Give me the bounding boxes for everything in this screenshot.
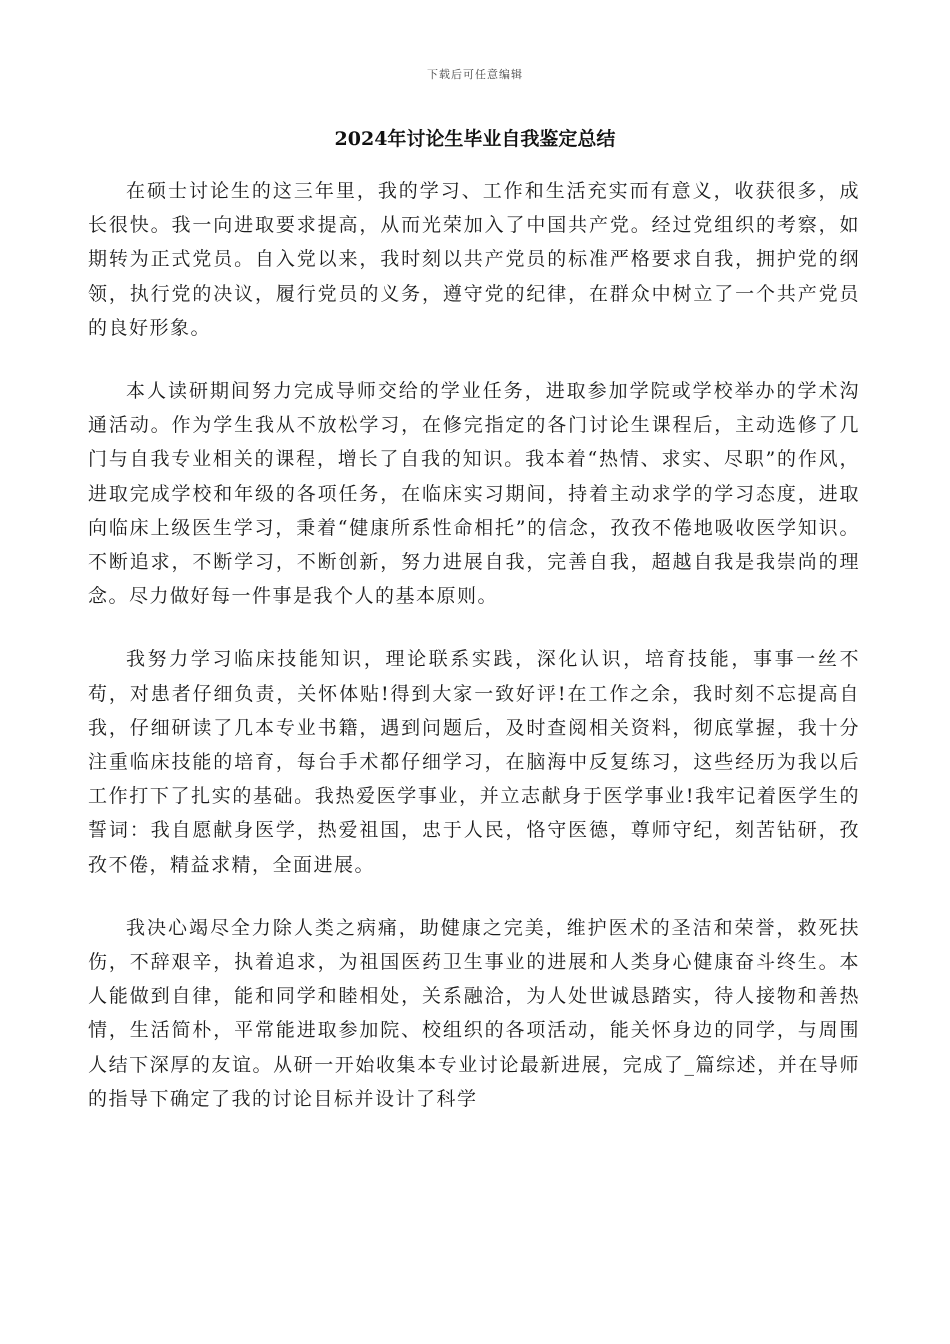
paragraph-2: 本人读研期间努力完成导师交给的学业任务，进取参加学院或学校举办的学术沟通活动。作为学生我从不放松学习，在修完指定的各门讨论生课程后，主动选修了几门与自我专业相关的课程，增长了自我的知识。我本着“热情、求实、尽职”的作风，进取完成学校和年级的各项任务，在临床实习期间，持着主动求学的学习态度，进取向临床上级医生学习，秉着“健康所系性命相托”的信念，孜孜不倦地吸收医学知识。不断追求，不断学习，不断创新，努力进展自我，完善自我，超越自我是我崇尚的理念。尽力做好每一件事是我个人的基本原则。	[88, 380, 860, 608]
document-body	[88, 174, 860, 1145]
document-title: 2024年讨论生毕业自我鉴定总结	[334, 128, 616, 150]
paragraph-3: 我努力学习临床技能知识，理论联系实践，深化认识，培育技能，事事一丝不苟，对患者仔细负责，关怀体贴!得到大家一致好评!在工作之余，我时刻不忘提高自我，仔细研读了几本专业书籍，遇到问题后，及时查阅相关资料，彻底掌握，我十分注重临床技能的培育，每台手术都仔细学习，在脑海中反复练习，这些经历为我以后工作打下了扎实的基础。我热爱医学事业，并立志献身于医学事业!我牢记着医学生的誓词：我自愿献身医学，热爱祖国，忠于人民，恪守医德，尊师守纪，刻苦钻研，孜孜不倦，精益求精，全面进展。	[88, 648, 860, 876]
paragraph-1: 在硕士讨论生的这三年里，我的学习、工作和生活充实而有意义，收获很多，成长很快。我一向进取要求提高，从而光荣加入了中国共产党。经过党组织的考察，如期转为正式党员。自入党以来，我时刻以共产党员的标准严格要求自我，拥护党的纲领，执行党的决议，履行党员的义务，遵守党的纪律，在群众中树立了一个共产党员的良好形象。	[88, 180, 860, 339]
paragraph-4: 我决心竭尽全力除人类之病痛，助健康之完美，维护医术的圣洁和荣誉，救死扶伤，不辞艰辛，执着追求，为祖国医药卫生事业的进展和人类身心健康奋斗终生。本人能做到自律，能和同学和睦相处，关系融洽，为人处世诚恳踏实，待人接物和善热情，生活简朴，平常能进取参加院、校组织的各项活动，能关怀身边的同学，与周围人结下深厚的友谊。从研一开始收集本专业讨论最新进展，完成了_篇综述，并在导师的指导下确定了我的讨论目标并设计了科学	[88, 916, 860, 1110]
header-note: 下载后可任意编辑	[427, 68, 523, 81]
